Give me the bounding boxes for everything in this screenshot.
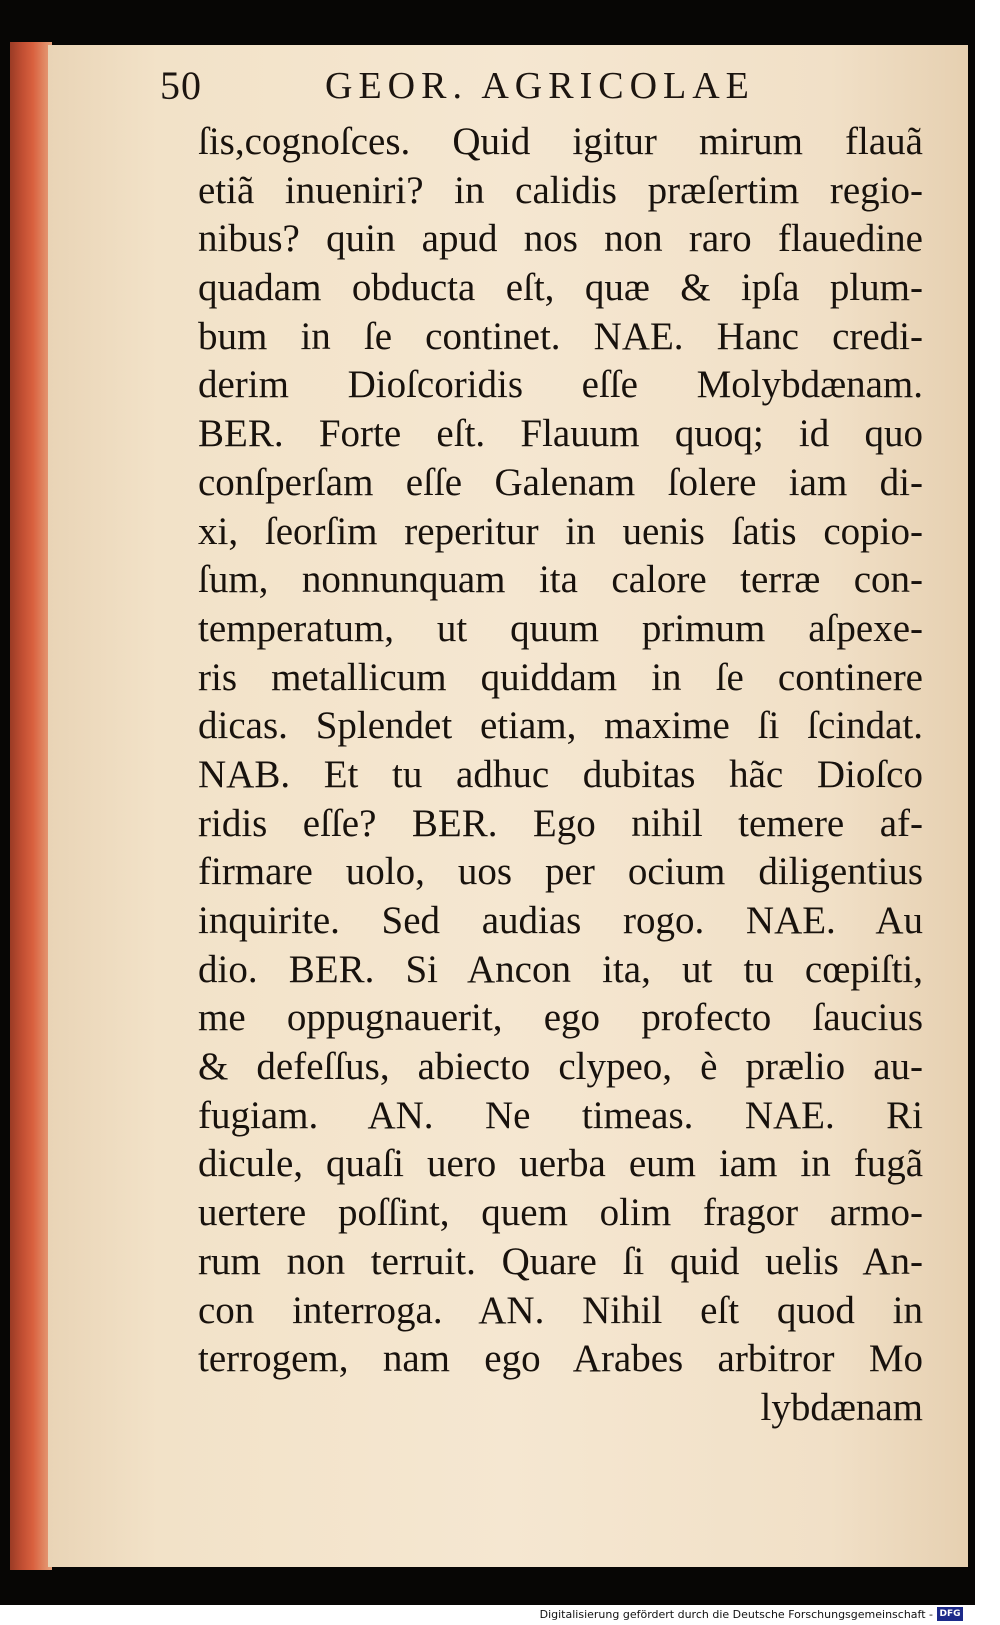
text-line: xi, ſeorſim reperitur in uenis ſatis copio- (198, 509, 923, 553)
text-line: uertere poſſint, quem olim fragor armo- (198, 1191, 923, 1235)
text-line: fugiam. AN. Ne timeas. NAE. Ri (198, 1093, 923, 1137)
text-line: NAB. Et tu adhuc dubitas hãc Dioſco (198, 752, 923, 796)
text-line: me oppugnauerit, ego profecto ſaucius (198, 996, 923, 1040)
text-line: quadam obducta eſt, quæ & ipſa plum- (198, 266, 923, 310)
text-line: ris metallicum quiddam in ſe continere (198, 655, 923, 699)
text-line: BER. Forte eſt. Flauum quoq; id quo (198, 412, 923, 456)
text-line: inquirite. Sed audias rogo. NAE. Au (198, 899, 923, 942)
running-head: GEOR. AGRICOLAE (325, 65, 755, 107)
page-header (160, 62, 920, 108)
text-line: etiã inueniri? in calidis præſertim regio- (198, 168, 923, 212)
text-line: ſis,cognoſces. Quid igitur mirum flauã (198, 120, 923, 163)
footer-credit: Digitalisierung gefördert durch die Deutsche Forschungsgemeinschaft - (539, 1608, 933, 1621)
text-line: bum in ſe continet. NAE. Hanc credi- (198, 314, 923, 358)
text-line: conſperſam eſſe Galenam ſolere iam di- (198, 460, 923, 504)
text-line: derim Dioſcoridis eſſe Molybdænam. (198, 363, 923, 407)
text-line: con interroga. AN. Nihil eſt quod in (198, 1288, 923, 1332)
text-line: temperatum, ut quum primum aſpexe- (198, 606, 923, 650)
dfg-logo-icon: DFG (937, 1607, 963, 1621)
text-line: dio. BER. Si Ancon ita, ut tu cœpiſti, (198, 947, 923, 991)
catchword: lybdænam (760, 1385, 923, 1429)
text-line: terrogem, nam ego Arabes arbitror Mo (198, 1337, 923, 1381)
digitization-footer (0, 1605, 975, 1625)
text-line: dicule, quaſi uero uerba eum iam in fugã (198, 1142, 923, 1186)
body-text (198, 118, 923, 1433)
text-line: ſum, nonnunquam ita calore terræ con- (198, 558, 923, 602)
text-line: dicas. Splendet etiam, maxime ſi ſcindat. (198, 704, 923, 748)
red-page-edge (10, 42, 52, 1570)
text-line: ridis eſſe? BER. Ego nihil temere af- (198, 801, 923, 845)
page-number: 50 (160, 63, 202, 108)
text-line: nibus? quin apud nos non raro flauedine (198, 217, 923, 261)
text-line: rum non terruit. Quare ſi quid uelis An- (198, 1239, 923, 1283)
text-line: & defeſſus, abiecto clypeo, è prælio au- (198, 1045, 923, 1089)
text-line: firmare uolo, uos per ocium diligentius (198, 850, 923, 894)
